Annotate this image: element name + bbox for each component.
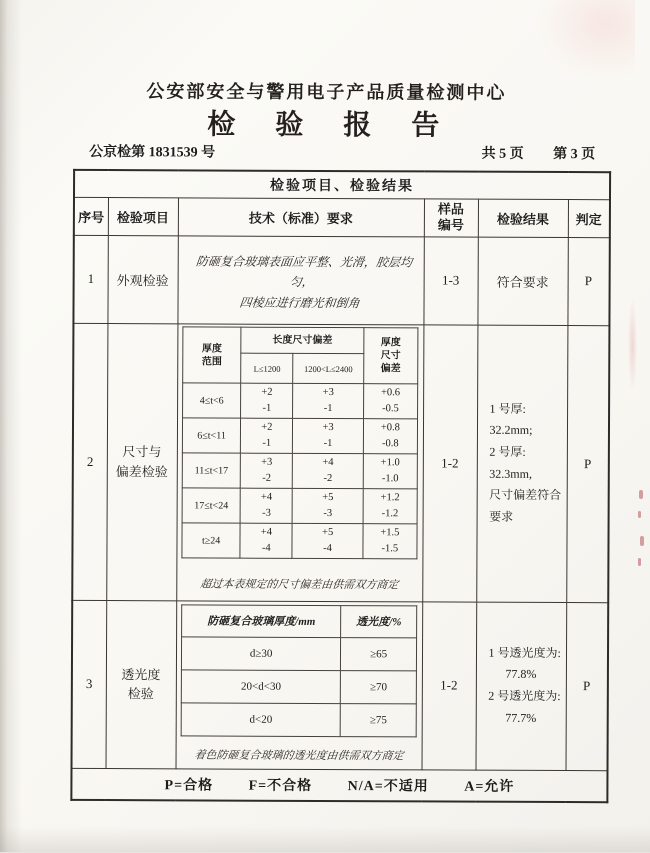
dim-dev-a <box>241 418 293 453</box>
dim-dev-c <box>363 384 417 419</box>
dim-dev-minus: -3 <box>262 507 271 519</box>
dim-dev-plus: +4 <box>260 526 272 538</box>
column-header-sample-line2: 编号 <box>437 217 464 233</box>
dim-header-thickness-dev-l2: 尺寸 <box>380 350 401 362</box>
legend-pass: P=合格 <box>164 778 214 794</box>
dim-row <box>182 488 417 524</box>
row1-requirement <box>177 235 423 324</box>
dim-header-length-deviation: 长度尺寸偏差 <box>241 327 364 354</box>
dim-dev-c <box>363 524 417 559</box>
trans-row <box>181 636 416 670</box>
dim-dev-minus: -2 <box>262 472 272 484</box>
row3-item <box>106 600 177 768</box>
dim-subheader-len1: L≤1200 <box>241 353 293 383</box>
dim-dev-plus: +1.5 <box>380 526 400 539</box>
dim-dev-a <box>241 383 293 418</box>
inspection-table <box>70 169 611 803</box>
dim-dev-plus: +2 <box>261 421 273 433</box>
dim-dev-b <box>293 453 363 488</box>
dim-dev-plus: +0.6 <box>380 386 401 399</box>
column-header-item: 检验项目 <box>108 197 178 235</box>
row2-sample: 1-2 <box>422 324 477 601</box>
dim-dev-a <box>240 488 292 523</box>
page-info <box>456 143 596 164</box>
trans-row <box>181 669 416 703</box>
dim-header-thickness-range-l1: 厚度 <box>201 342 222 355</box>
dimension-note <box>177 564 422 601</box>
dim-dev-plus: +3 <box>261 456 273 468</box>
row2-result-line1: 1 号厚: 32.2mm; <box>489 401 533 438</box>
column-header-requirement: 技术（标准）要求 <box>178 197 424 236</box>
row2-result <box>476 325 567 602</box>
dim-dev-plus: +3 <box>322 386 334 398</box>
row2-requirement <box>176 323 423 601</box>
trans-header-thickness: 防砸复合玻璃厚度/mm <box>182 604 341 637</box>
dim-dev-minus: -1.5 <box>381 543 399 555</box>
organization-title: 公安部安全与警用电子产品质量检测中心 <box>146 81 507 103</box>
dim-header-thickness-dev-l1: 厚度 <box>380 337 401 349</box>
row1-result: 符合要求 <box>477 237 567 325</box>
dim-range: 11≤t<17 <box>182 453 240 488</box>
report-number: 公京检第 1831539 号 <box>89 144 216 161</box>
table-row-transmittance <box>72 600 609 770</box>
trans-value: ≥75 <box>340 703 416 736</box>
dim-dev-minus: -0.5 <box>382 403 399 415</box>
dim-subheader-len2: 1200<L≤2400 <box>293 353 363 383</box>
dim-dev-b <box>292 523 362 558</box>
row2-no: 2 <box>72 323 107 600</box>
dim-header-thickness-range-l2: 范围 <box>201 355 222 368</box>
dim-dev-minus: -1.0 <box>381 473 399 485</box>
dim-dev-minus: -3 <box>323 507 333 520</box>
dim-dev-plus: +5 <box>322 491 334 503</box>
dim-dev-plus: +1.2 <box>380 491 400 504</box>
dim-dev-a <box>240 453 292 488</box>
dim-dev-minus: -1.2 <box>381 508 399 520</box>
dim-header-thickness-range <box>183 327 241 383</box>
row2-item <box>106 323 177 600</box>
trans-thickness: d≥30 <box>181 636 340 670</box>
column-header-result: 检验结果 <box>478 199 568 237</box>
dim-row <box>183 383 418 419</box>
dim-row <box>182 453 417 489</box>
dim-dev-b <box>293 488 363 523</box>
dim-dev-plus: +0.8 <box>380 421 400 434</box>
dim-dev-plus: +1.0 <box>380 456 400 469</box>
dim-dev-plus: +2 <box>261 386 273 398</box>
dim-range: 4≤t<6 <box>183 383 241 418</box>
dim-dev-minus: -0.8 <box>381 438 399 450</box>
legend-fail: F=不合格 <box>248 778 313 794</box>
dim-dev-plus: +5 <box>322 526 334 538</box>
row3-result-line3: 2 号透光度为: <box>488 688 561 704</box>
dim-dev-c <box>363 489 417 524</box>
column-header-no: 序号 <box>74 197 108 235</box>
table-section-title: 检验项目、检验结果 <box>74 170 610 199</box>
row1-no: 1 <box>73 235 107 323</box>
row3-item-line2: 检验 <box>127 686 154 702</box>
trans-value: ≥65 <box>341 637 417 670</box>
row1-verdict: P <box>567 237 609 325</box>
dim-dev-minus: -4 <box>261 542 271 554</box>
row3-no: 3 <box>72 600 107 768</box>
row2-item-line1: 尺寸与 <box>122 444 162 460</box>
legend-na: N/A=不适用 <box>347 778 429 795</box>
row3-requirement <box>176 600 423 769</box>
dim-dev-plus: +4 <box>322 456 334 468</box>
dim-dev-minus: -4 <box>323 542 332 555</box>
dim-dev-minus: -1 <box>323 437 333 450</box>
dim-dev-minus: -1 <box>262 437 272 449</box>
dim-dev-minus: -1 <box>323 402 333 415</box>
table-legend-row <box>71 768 607 802</box>
dim-dev-minus: -2 <box>323 472 333 485</box>
transmittance-table <box>181 604 418 737</box>
transmittance-note-text: 着色防砸复合玻璃的透光度由供需双方商定 <box>193 748 404 762</box>
trans-value: ≥70 <box>341 670 417 703</box>
row3-result <box>476 602 567 770</box>
dim-dev-minus: -1 <box>262 402 272 414</box>
row2-result-line4: 要求 <box>489 509 514 524</box>
row3-item-line1: 透光度 <box>121 666 161 682</box>
column-header-sample-line1: 样品 <box>437 201 464 217</box>
pages-total: 共 5 页 <box>481 146 524 162</box>
row1-requirement-line2: 四棱应进行磨光和倒角 <box>238 295 360 311</box>
dim-range: t≥24 <box>182 523 240 558</box>
dim-row <box>182 523 417 559</box>
column-header-sample <box>424 198 478 236</box>
dimension-note-text: 超过本表规定的尺寸偏差由供需双方商定 <box>199 578 399 592</box>
verdict-legend <box>71 768 607 802</box>
row1-item: 外观检验 <box>107 235 177 323</box>
dim-dev-c <box>363 454 417 489</box>
row2-item-line2: 偏差检验 <box>115 463 168 479</box>
row2-verdict: P <box>566 325 609 602</box>
row3-sample: 1-2 <box>422 601 477 769</box>
row2-result-line2: 2 号厚: 32.3mm, <box>489 444 532 481</box>
trans-thickness: d<20 <box>181 702 340 736</box>
legend-allowed: A=允许 <box>464 779 515 795</box>
dim-header-thickness-dev-l3: 偏差 <box>380 363 401 375</box>
dim-dev-a <box>240 523 292 558</box>
dim-dev-c <box>363 419 417 454</box>
table-section-title-row <box>74 170 610 199</box>
page-current: 第 3 页 <box>553 146 596 163</box>
row3-result-line2: 77.8% <box>505 667 537 682</box>
row3-verdict: P <box>566 602 609 770</box>
dim-dev-plus: +3 <box>322 421 334 433</box>
dimension-deviation-table <box>181 326 418 559</box>
trans-row <box>181 702 416 736</box>
row3-result-line4: 77.7% <box>505 710 537 725</box>
row2-result-line3: 尺寸偏差符合 <box>489 487 562 503</box>
trans-thickness: 20<d<30 <box>181 669 340 703</box>
dim-range: 17≤t<24 <box>182 488 240 523</box>
row1-sample: 1-3 <box>423 236 477 324</box>
trans-header-value: 透光度/% <box>341 605 417 637</box>
dim-row <box>182 418 417 454</box>
dim-dev-plus: +4 <box>260 491 273 503</box>
table-row-appearance <box>73 235 609 325</box>
report-title: 检 验 报 告 <box>207 109 446 142</box>
column-header-verdict: 判定 <box>568 199 610 237</box>
dim-dev-b <box>293 418 363 453</box>
row1-requirement-line1: 防砸复合玻璃表面应平整、光滑，胶层均匀， <box>194 254 413 290</box>
transmittance-note <box>176 737 421 770</box>
dim-header-thickness-deviation <box>363 328 417 384</box>
dim-dev-b <box>293 383 363 418</box>
dim-range: 6≤t<11 <box>182 418 240 453</box>
row3-result-line1: 1 号透光度为: <box>488 645 561 660</box>
table-row-dimension <box>72 323 609 602</box>
table-header-row <box>74 197 610 237</box>
